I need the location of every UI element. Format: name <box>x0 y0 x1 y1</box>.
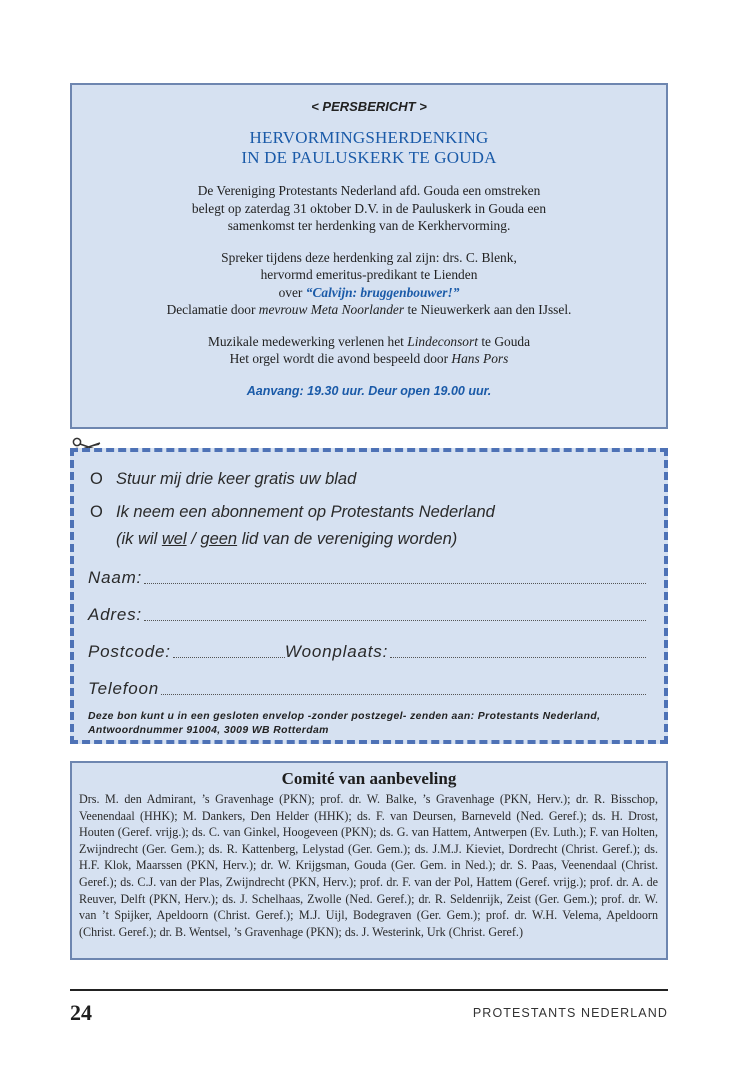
press-speaker-line: Spreker tijdens deze herdenking zal zijn: drs. C. Blenk, <box>221 249 517 265</box>
city-input-line[interactable] <box>390 657 646 658</box>
subscription-coupon <box>70 448 668 744</box>
membership-slash: / <box>191 530 196 548</box>
music-suffix: te Gouda <box>481 333 531 349</box>
declam-name: mevrouw Meta Noorlander <box>258 302 405 317</box>
name-field[interactable] <box>88 568 646 588</box>
publication-name: PROTESTANTS NEDERLAND <box>472 1006 668 1020</box>
radio-circle-icon[interactable]: O <box>90 470 103 488</box>
address-label: Adres: <box>88 605 142 624</box>
declam-prefix: Declamatie door <box>166 302 256 317</box>
press-topic-line <box>72 284 666 302</box>
press-intro-line: belegt op zaterdag 31 oktober D.V. in de Pauluskerk in Gouda een <box>191 200 547 216</box>
press-title-line1: HERVORMINGSHERDENKING <box>249 128 489 147</box>
coupon-note-line: Antwoordnummer 91004, 3009 WB Rotterdam <box>88 725 329 736</box>
music-name: Lindeconsort <box>407 333 478 349</box>
city-label: Woonplaats: <box>284 642 389 661</box>
membership-open: (ik wil <box>116 530 158 548</box>
press-start-time: Aanvang: 19.30 uur. Deur open 19.00 uur. <box>246 383 492 398</box>
name-label: Naam: <box>88 568 143 587</box>
coupon-mailing-note <box>88 710 600 738</box>
membership-wel[interactable]: wel <box>161 530 187 548</box>
organ-name: Hans Pors <box>451 351 509 366</box>
press-music-line <box>72 333 666 351</box>
declam-suffix: te Nieuwerkerk aan den IJssel. <box>407 302 572 317</box>
name-input-line[interactable] <box>144 583 646 584</box>
music-prefix: Muzikale medewerking verlenen het <box>207 333 404 349</box>
phone-input-line[interactable] <box>161 694 646 695</box>
postcode-label: Postcode: <box>88 642 171 661</box>
organ-prefix: Het orgel wordt die avond bespeeld door <box>229 351 449 366</box>
radio-circle-icon[interactable]: O <box>90 503 103 521</box>
press-title <box>72 128 666 168</box>
address-field[interactable] <box>88 605 646 625</box>
committee-title: Comité van aanbeveling <box>281 769 457 788</box>
option-subscription[interactable] <box>90 503 495 522</box>
footer-rule <box>70 989 668 991</box>
membership-close: lid van de vereniging worden) <box>241 530 458 548</box>
over-prefix: over <box>278 284 303 300</box>
press-declamation-line <box>72 301 666 319</box>
membership-geen[interactable]: geen <box>200 530 238 548</box>
address-input-line[interactable] <box>144 620 646 621</box>
option-free-issues[interactable] <box>90 470 356 489</box>
press-intro <box>72 182 666 235</box>
press-intro-line: samenkomst ter herdenking van de Kerkhervorming. <box>227 218 511 233</box>
option-free-issues-label: Stuur mij drie keer gratis uw blad <box>116 470 357 488</box>
press-topic: “Calvijn: bruggenbouwer!” <box>305 284 460 300</box>
postcode-city-field[interactable] <box>88 642 646 662</box>
press-organ-line <box>72 350 666 368</box>
option-subscription-label: Ik neem een abonnement op Protestants Nederland <box>116 503 495 521</box>
press-music <box>72 333 666 368</box>
postcode-input-line[interactable] <box>173 657 285 658</box>
phone-label: Telefoon <box>88 679 159 698</box>
phone-field[interactable] <box>88 679 646 699</box>
recommendation-committee-box <box>70 761 668 960</box>
coupon-note-line: Deze bon kunt u in een gesloten envelop -zonder postzegel- zenden aan: Protestants Nederland, <box>88 711 601 722</box>
press-title-line2: IN DE PAULUSKERK TE GOUDA <box>241 148 497 167</box>
press-release-box <box>70 83 668 429</box>
press-tag: < PERSBERICHT > <box>311 99 427 114</box>
press-speaker <box>72 249 666 319</box>
press-intro-line: De Vereniging Protestants Nederland afd. Gouda een omstreken <box>197 183 541 198</box>
page-number: 24 <box>70 1000 92 1025</box>
committee-members: Drs. M. den Admirant, ’s Gravenhage (PKN); prof. dr. W. Balke, ’s Gravenhage (PKN, Herv.); dr. R. Bisschop, Veenendaal (HHK); M. Dankers, Den Helder (HHK); ds. F. van Deursen, Barneveld (Ned. Geref.); ds. H. Drost, Houten (Geref. vrijg.); ds. C. van Ginkel, Hoogeveen (PKN); ds. G. van Hattem, Antwerpen (Ev. Luth.); F. van Holten, Zwijndrecht (Ger. Gem.); ds. R. Kattenberg, Lelystad (Ger. Gem.); ds. J.M.J. Kieviet, Dordrecht (Christ. Geref.); ds. H.F. Klok, Maarssen (PKN, Herv.); dr. W. Krijgsman, Gouda (Ger. Gem. in Ned.); dr. S. Paas, Veenendaal (Christ. Geref.); ds. C.J. van der Plas, Zwijndrecht (PKN, Herv.); prof. dr. F. van der Pol, Hattem (Geref. vrijg.); prof. dr. A. de Reuver, Delft (PKN, Herv.); ds. J. Schelhaas, Zwolle (Ned. Geref.); dr. R. Seldenrijk, Zeist (Ger. Gem.); prof. dr. W. van ’t Spijker, Apeldoorn (Christ. Geref.); M.J. Uijl, Bodegraven (Ger. Gem.); prof. dr. W.H. Velema, Apeldoorn (Christ. Geref.); dr. B. Wentsel, ’s Gravenhage (PKN); ds. J. Westerink, Urk (Christ. Geref.) <box>79 792 658 939</box>
membership-choice <box>116 530 457 549</box>
press-speaker-line: hervormd emeritus-predikant te Lienden <box>260 267 478 282</box>
